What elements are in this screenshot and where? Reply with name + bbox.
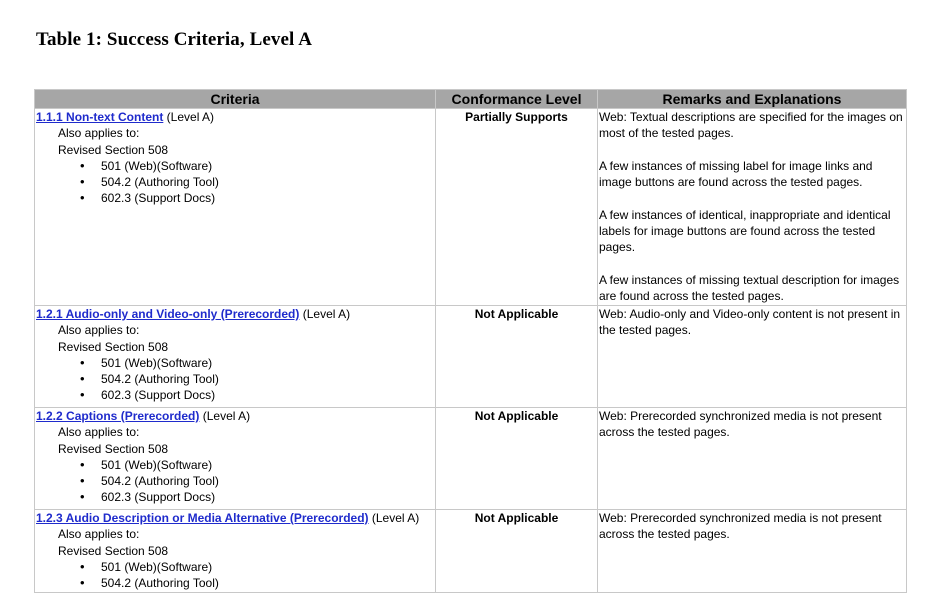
conformance-level-cell: Not Applicable xyxy=(436,510,598,593)
level-suffix: (Level A) xyxy=(299,307,351,321)
criterion-link-1-2-3[interactable]: 1.2.3 Audio Description or Media Alternative (Prerecorded) xyxy=(36,511,369,525)
section-label: Revised Section 508 xyxy=(58,543,169,558)
header-remarks: Remarks and Explanations xyxy=(598,90,907,109)
section-label: Revised Section 508 xyxy=(58,142,169,157)
also-applies-label: Also applies to: xyxy=(58,126,140,141)
remarks-cell xyxy=(598,510,907,593)
also-applies-label: Also applies to: xyxy=(58,323,140,338)
header-conformance-level: Conformance Level xyxy=(436,90,598,109)
remark-text: A few instances of missing textual description for images are found across the tested pages. xyxy=(599,272,900,304)
remark-text: A few instances of identical, inappropriate and identical labels for image buttons are found across the tested pages. xyxy=(599,207,891,255)
remark-text: Web: Textual descriptions are specified for the images on most of the tested pages. xyxy=(599,110,903,141)
remark-text: Web: Prerecorded synchronized media is not present across the tested pages. xyxy=(599,409,882,440)
criteria-cell xyxy=(35,306,436,408)
list-item: • 504.2 (Authoring Tool) xyxy=(80,473,434,489)
list-item: • 602.3 (Support Docs) xyxy=(80,489,434,505)
list-item: • 501 (Web)(Software) xyxy=(80,457,434,473)
table-row xyxy=(35,306,907,408)
list-item: • 501 (Web)(Software) xyxy=(80,559,434,575)
list-item: • 501 (Web)(Software) xyxy=(80,158,434,174)
success-criteria-table xyxy=(34,89,907,593)
also-applies-label: Also applies to: xyxy=(58,527,140,542)
table-row xyxy=(35,109,907,306)
conformance-level-cell: Not Applicable xyxy=(436,306,598,408)
criteria-cell xyxy=(35,510,436,593)
level-suffix: (Level A) xyxy=(368,511,420,525)
conformance-level-cell: Partially Supports xyxy=(436,109,598,306)
list-item: • 602.3 (Support Docs) xyxy=(80,190,434,206)
page-title: Table 1: Success Criteria, Level A xyxy=(36,29,313,50)
header-criteria: Criteria xyxy=(35,90,436,109)
criteria-cell xyxy=(35,408,436,510)
criterion-link-1-2-1[interactable]: 1.2.1 Audio-only and Video-only (Prerecorded) xyxy=(36,307,300,321)
section-label: Revised Section 508 xyxy=(58,441,169,456)
criterion-link-1-1-1[interactable]: 1.1.1 Non-text Content xyxy=(36,110,164,124)
list-item: • 504.2 (Authoring Tool) xyxy=(80,575,434,591)
conformance-level-cell: Not Applicable xyxy=(436,408,598,510)
remark-text: A few instances of missing label for image links and image buttons are found across the tested pages. xyxy=(599,158,873,190)
list-item: • 504.2 (Authoring Tool) xyxy=(80,174,434,190)
criterion-line xyxy=(36,510,434,526)
criterion-link-1-2-2[interactable]: 1.2.2 Captions (Prerecorded) xyxy=(36,409,200,423)
criterion-line xyxy=(36,408,434,424)
applies-list xyxy=(36,158,434,207)
applies-list xyxy=(36,559,434,592)
remark-text: Web: Audio-only and Video-only content is not present in the tested pages. xyxy=(599,307,901,338)
remarks-cell xyxy=(598,109,907,306)
list-item: • 602.3 (Support Docs) xyxy=(80,387,434,403)
remarks-cell xyxy=(598,408,907,510)
criterion-line xyxy=(36,109,434,125)
level-suffix: (Level A) xyxy=(199,409,251,423)
table-row xyxy=(35,408,907,510)
remarks-cell xyxy=(598,306,907,408)
level-suffix: (Level A) xyxy=(163,110,215,124)
section-label: Revised Section 508 xyxy=(58,339,169,354)
table-header-row xyxy=(35,90,907,109)
list-item: • 504.2 (Authoring Tool) xyxy=(80,371,434,387)
criterion-line xyxy=(36,306,434,322)
list-item: • 501 (Web)(Software) xyxy=(80,355,434,371)
applies-list xyxy=(36,355,434,404)
criteria-cell xyxy=(35,109,436,306)
table-row xyxy=(35,510,907,593)
applies-list xyxy=(36,457,434,506)
remark-text: Web: Prerecorded synchronized media is not present across the tested pages. xyxy=(599,511,882,542)
also-applies-label: Also applies to: xyxy=(58,425,140,440)
